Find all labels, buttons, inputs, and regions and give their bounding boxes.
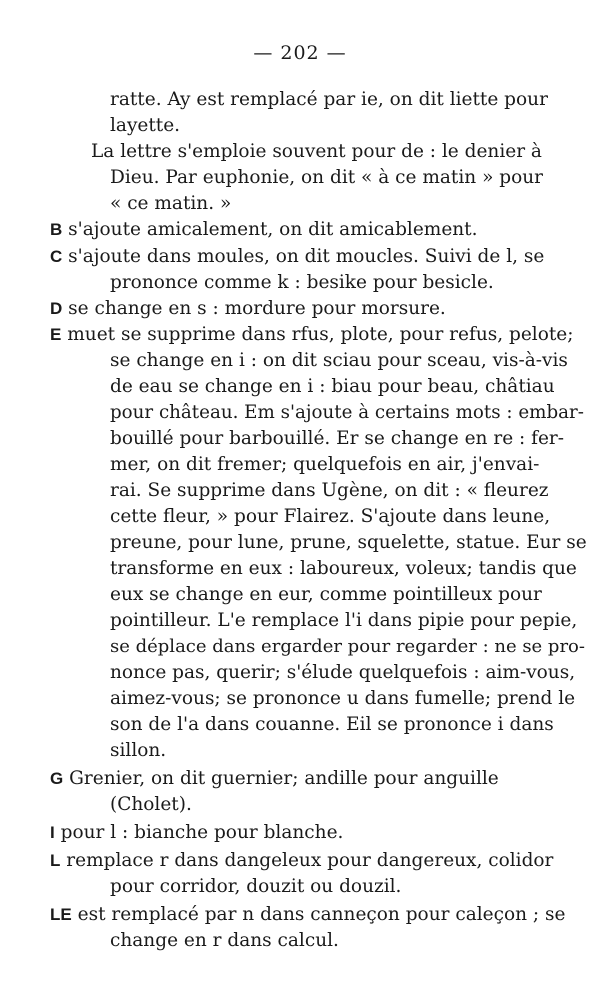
text-line: son de l'a dans couanne. Eil se prononce i dans — [110, 714, 554, 735]
text-line: « ce matin. » — [110, 193, 232, 214]
entry-e — [50, 323, 573, 347]
text-line: mer, on dit fremer; quelquefois en air, j'envai- — [110, 454, 540, 475]
text-line: pour château. Em s'ajoute à certains mots : embar- — [110, 402, 584, 423]
headword: C — [50, 247, 63, 266]
headword: LE — [50, 905, 72, 924]
headword: E — [50, 325, 62, 344]
entry-l — [50, 849, 553, 873]
headword: G — [50, 769, 64, 788]
entry-text: s'ajoute amicalement, on dit amicablement. — [68, 219, 478, 240]
entry-b — [50, 218, 478, 242]
text-line: change en r dans calcul. — [110, 930, 339, 951]
entry-i — [50, 821, 343, 845]
headword: L — [50, 851, 61, 870]
text-line: se change en i : on dit sciau pour sceau, vis-à-vis — [110, 350, 568, 371]
text-line: (Cholet). — [110, 794, 192, 815]
text-line: bouillé pour barbouillé. Er se change en re : fer- — [110, 428, 565, 449]
text-line: eux se change en eur, comme pointilleux pour — [110, 584, 542, 605]
headword: B — [50, 220, 63, 239]
text-line: transforme en eux : laboureux, voleux; tandis que — [110, 558, 577, 579]
text-line: pointilleur. L'e remplace l'i dans pipie pour pepie, — [110, 610, 578, 631]
text-line: preune, pour lune, prune, squelette, statue. Eur se — [110, 532, 587, 553]
entry-g — [50, 767, 499, 791]
text-line: prononce comme k : besike pour besicle. — [110, 272, 494, 293]
text-line: La lettre s'emploie souvent pour de : le denier à — [91, 141, 542, 162]
headword: D — [50, 299, 63, 318]
text-line: aimez-vous; se prononce u dans fumelle; prend le — [110, 688, 576, 709]
entry-le — [50, 903, 565, 927]
entry-text: remplace r dans dangeleux pour dangereux, colidor — [66, 850, 554, 871]
page-number: — 202 — — [253, 42, 347, 64]
text-line: sillon. — [110, 740, 167, 761]
text-line: cette fleur, » pour Flairez. S'ajoute dans leune, — [110, 506, 551, 527]
text-line: layette. — [110, 115, 181, 136]
entry-d — [50, 297, 446, 321]
text-line: Dieu. Par euphonie, on dit « à ce matin » pour — [110, 167, 544, 188]
entry-text: Grenier, on dit guernier; andille pour anguille — [69, 768, 499, 789]
entry-text: est remplacé par n dans canneçon pour caleçon ; se — [77, 904, 566, 925]
headword: I — [50, 823, 55, 842]
text-line: rai. Se supprime dans Ugène, on dit : « fleurez — [110, 480, 549, 501]
text-line: pour corridor, douzit ou douzil. — [110, 876, 402, 897]
entry-c — [50, 245, 544, 269]
entry-text: muet se supprime dans rfus, plote, pour refus, pelote; — [67, 324, 574, 345]
text-line: nonce pas, querir; s'élude quelquefois : aim-vous, — [110, 662, 576, 683]
entry-text: pour l : bianche pour blanche. — [60, 822, 344, 843]
text-line: ratte. Ay est remplacé par ie, on dit liette pour — [110, 89, 548, 110]
entry-text: se change en s : mordure pour morsure. — [68, 298, 446, 319]
entry-text: s'ajoute dans moules, on dit moucles. Suivi de l, se — [68, 246, 545, 267]
text-line: de eau se change en i : biau pour beau, châtiau — [110, 376, 555, 397]
text-line: se déplace dans ergarder pour regarder : ne se pro- — [110, 636, 585, 657]
